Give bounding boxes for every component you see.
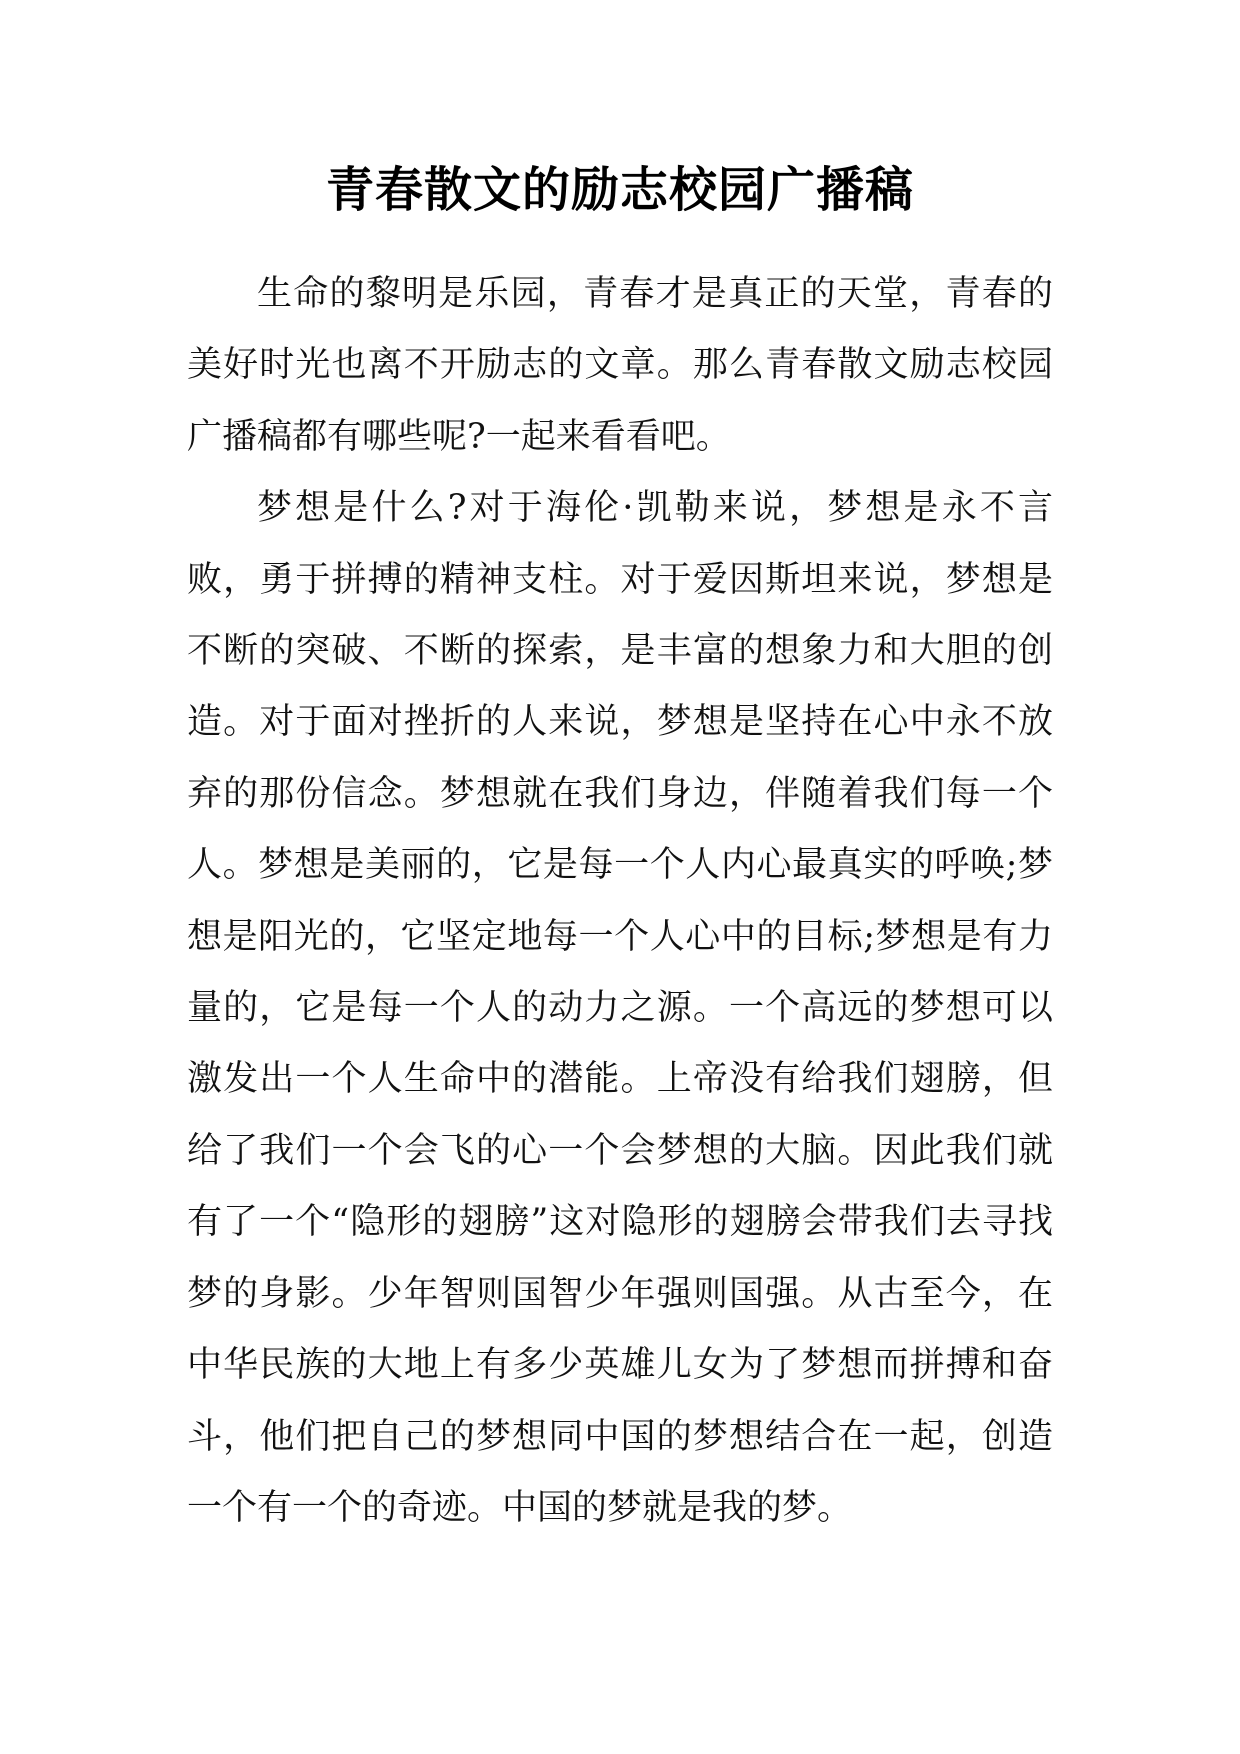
document-title: 青春散文的励志校园广播稿 — [325, 162, 914, 218]
document-body — [187, 259, 1053, 1544]
paragraph-intro: 生命的黎明是乐园，青春才是真正的天堂，青春的美好时光也离不开励志的文章。那么青春散文励志校园广播稿都有哪些呢?一起来看看吧。 — [187, 274, 1053, 457]
paragraph-dream: 梦想是什么?对于海伦·凯勒来说，梦想是永不言败，勇于拼搏的精神支柱。对于爱因斯坦来说，梦想是不断的突破、不断的探索，是丰富的想象力和大胆的创造。对于面对挫折的人来说，梦想是坚持在心中永不放弃的那份信念。梦想就在我们身边，伴随着我们每一个人。梦想是美丽的，它是每一个人内心最真实的呼唤;梦想是阳光的，它坚定地每一个人心中的目标;梦想是有力量的，它是每一个人的动力之源。一个高远的梦想可以激发出一个人生命中的潜能。上帝没有给我们翅膀，但给了我们一个会飞的心一个会梦想的大脑。因此我们就有了一个“隐形的翅膀”这对隐形的翅膀会带我们去寻找梦的身影。少年智则国智少年强则国强。从古至今，在中华民族的大地上有多少英雄儿女为了梦想而拼搏和奋斗，他们把自己的梦想同中国的梦想结合在一起，创造一个有一个的奇迹。中国的梦就是我的梦。 — [187, 488, 1053, 1528]
